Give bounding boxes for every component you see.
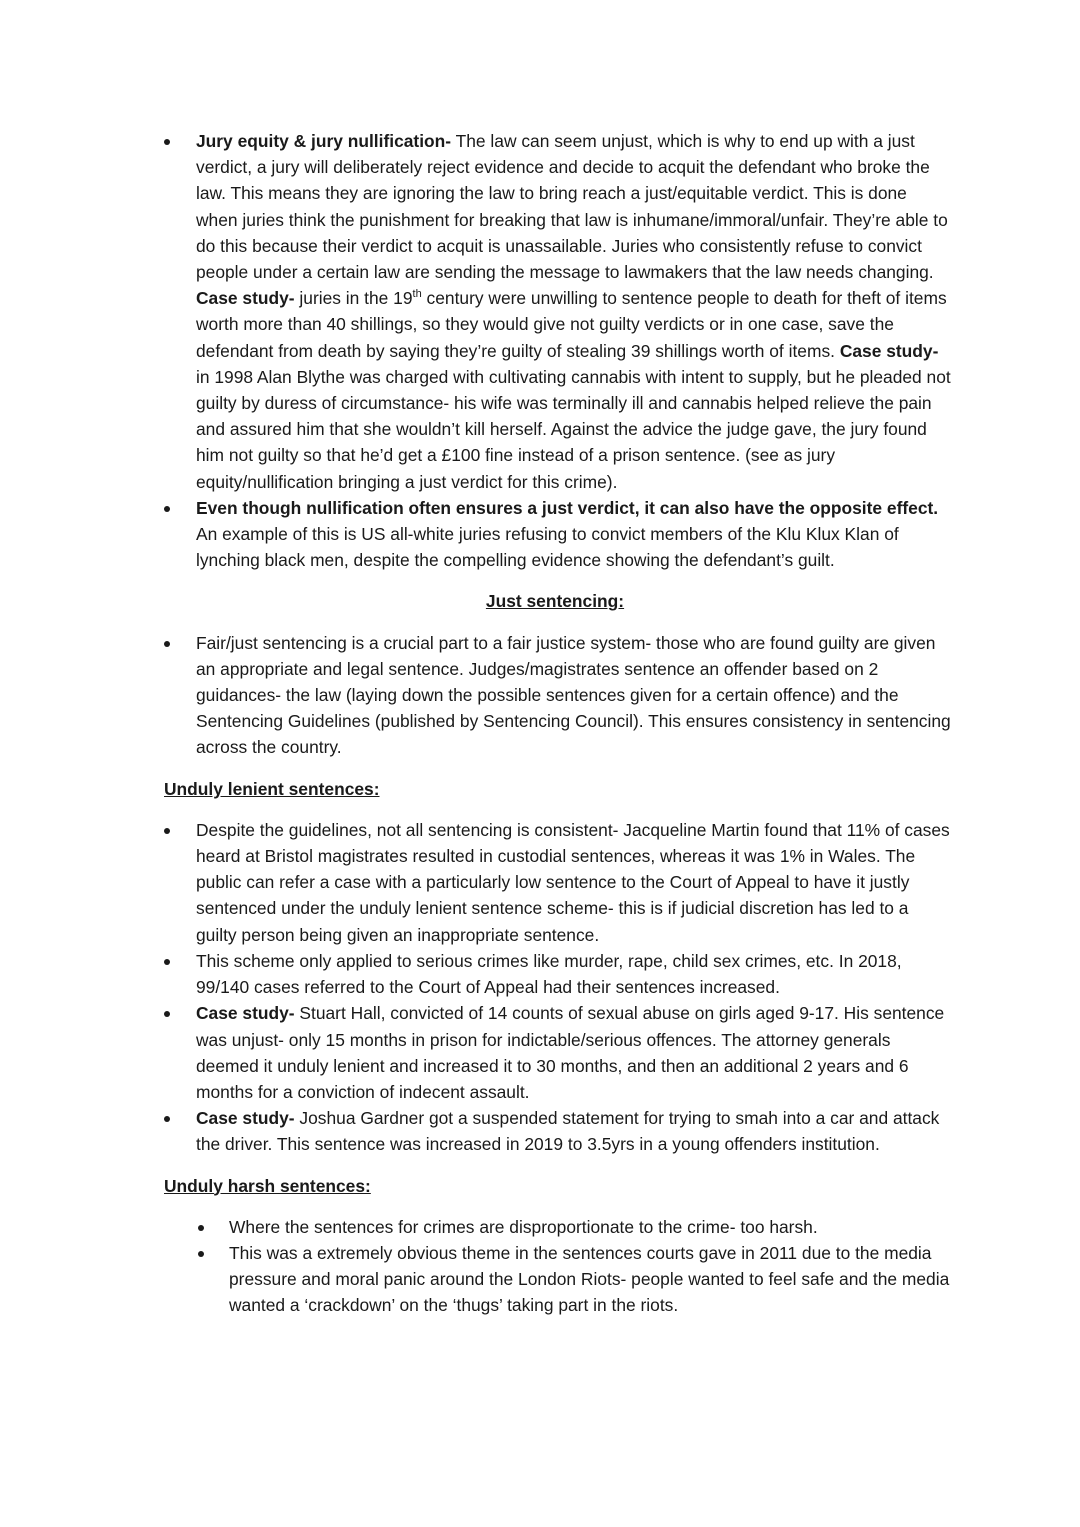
nullification-text: An example of this is US all-white juries refusing to convict members of the Klu Klux Klan of lynching black men, despite the compelling evidence showing the defendant’s guilt.: [196, 524, 899, 571]
list-item-joshua-gardner: [0, 1105, 952, 1157]
stuart-hall-text: Stuart Hall, convicted of 14 counts of sexual abuse on girls aged 9-17. His sentence was unjust- only 15 months in prison for indictable/serious offences. The attorney generals deemed it unduly lenient and increased it to 30 months, and then an additional 2 years and 6 months for a conviction of indecent assault.: [196, 1003, 945, 1102]
heading-unduly-lenient: Unduly lenient sentences:: [164, 778, 380, 799]
case-study-label: Case study-: [196, 288, 295, 309]
case-study-label: Case study-: [196, 1003, 295, 1024]
list-item-nullification-opposite: [0, 495, 952, 574]
joshua-gardner-text: Joshua Gardner got a suspended statement for trying to smah into a car and attack the driver. This sentence was increased in 2019 to 3.5yrs in a young offenders institution.: [196, 1108, 940, 1155]
jury-equity-text-3: in 1998 Alan Blythe was charged with cultivating cannabis with intent to supply, but he pleaded not guilty by duress of circumstance- his wife was terminally ill and cannabis helped relieve the pain and assured him that she wouldn’t kill herself. Against the advice the judge gave, the jury found him not guilty so that he’d get a £100 fine instead of a prison sentence. (see as jury equity/nullification bringing a just verdict for this crime).: [196, 366, 951, 492]
heading-unduly-harsh: Unduly harsh sentences:: [164, 1175, 371, 1196]
superscript-th: th: [412, 288, 422, 301]
list-item-disproportionate: Where the sentences for crimes are disproportionate to the crime- too harsh.: [0, 1214, 952, 1240]
list-item-guidelines: Despite the guidelines, not all sentencing is consistent- Jacqueline Martin found that 11% of cases heard at Bristol magistrates resulted in custodial sentences, whereas it was 1% in Wales. The public can refer a case with a particularly low sentence to the Court of Appeal to have it justly sentenced under the unduly lenient sentence scheme- this is if judicial discretion has led to a guilty person being given an inappropriate sentence.: [0, 817, 952, 948]
document-page: [0, 128, 1080, 1319]
jury-bullet-list: [0, 128, 1080, 573]
lenient-list: [0, 817, 1080, 1158]
case-study-label: Case study-: [839, 340, 939, 361]
list-item-london-riots: This was a extremely obvious theme in the sentences courts gave in 2011 due to the media pressure and moral panic around the London Riots- people wanted to feel safe and the media wanted a ‘crackdown’ on the ‘thugs’ taking part in the riots.: [0, 1240, 952, 1319]
case-study-label: Case study-: [196, 1108, 295, 1129]
just-sentencing-list: [0, 630, 1080, 761]
list-item-stuart-hall: [0, 1000, 952, 1105]
jury-equity-lead: Jury equity & jury nullification-: [196, 131, 452, 151]
list-item-scheme: This scheme only applied to serious crimes like murder, rape, child sex crimes, etc. In 2018, 99/140 cases referred to the Court of Appeal had their sentences increased.: [0, 948, 952, 1000]
harsh-list: [0, 1214, 1080, 1319]
nullification-lead: Even though nullification often ensures a just verdict, it can also have the opposite effect.: [196, 497, 939, 518]
list-item-just-sentencing: Fair/just sentencing is a crucial part to a fair justice system- those who are found guilty are given an appropriate and legal sentence. Judges/magistrates sentence an offender based on 2 guidances- the law (laying down the possible sentences given for a certain offence) and the Sentencing Guidelines (published by Sentencing Council). This ensures consistency in sentencing across the country.: [0, 630, 952, 761]
list-item-jury-equity: [0, 128, 952, 495]
jury-equity-text-2b: century were unwilling to sentence people to death for theft of items worth more than 40 shillings, so they would give not guilty verdicts or in one case, save the defendant from death by saying they’re guilty of stealing 39 shillings worth of items.: [196, 288, 947, 361]
jury-equity-text: The law can seem unjust, which is why to end up with a just verdict, a jury will deliberately reject evidence and decide to acquit the defendant who broke the law. This means they are ignoring the law to bring reach a just/equitable verdict. This is done when juries think the punishment for breaking that law is inhumane/immoral/unfair. They’re able to do this because their verdict to acquit is unassailable. Juries who consistently refuse to convict people under a certain law are sending the message to lawmakers that the law needs changing.: [196, 131, 948, 283]
heading-just-sentencing: Just sentencing:: [485, 591, 625, 612]
jury-equity-text-2a: juries in the 19: [294, 288, 413, 309]
